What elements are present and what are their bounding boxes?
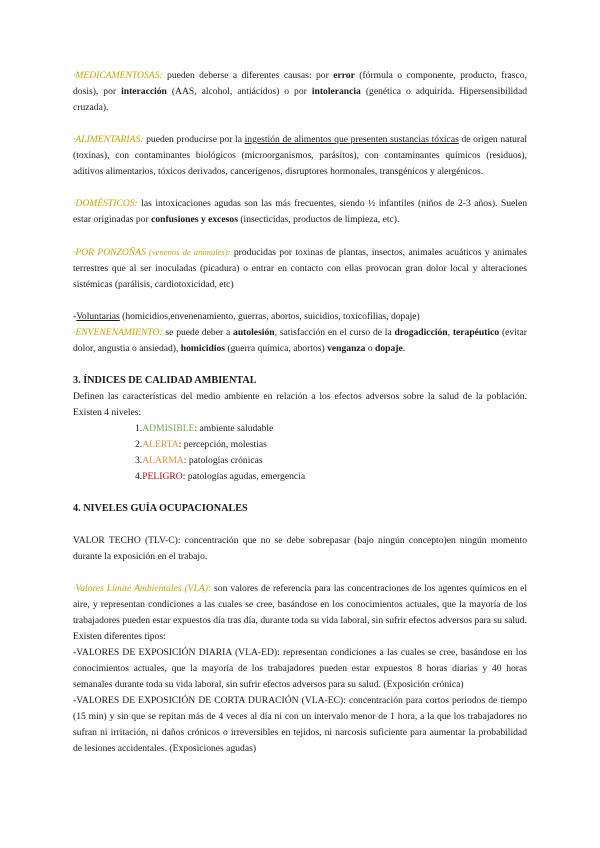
level-number: 2. (135, 439, 143, 450)
section-3-intro: Definen las características del medio ambiente en relación a los efectos adversos sobre la salud de la población. Existen 4 niveles: (73, 391, 527, 418)
bold-term: autolesión (233, 327, 275, 338)
level-description: : patologías agudas, emergencia (182, 471, 306, 482)
text: las intoxicaciones agudas son las más frecuentes, siendo ½ infantiles (niños de 2-3 años). Suelen estar originadas por (73, 198, 527, 225)
text: (guerra química, abortos) (225, 343, 328, 354)
text: , satisfacción en el curso de la (274, 327, 395, 338)
level-number: 3. (135, 455, 143, 466)
bold-term: intolerancia (311, 86, 361, 97)
bold-term: interacción (121, 86, 167, 97)
text: (AAS, alcohol, antiácidos) o por (166, 86, 312, 97)
bold-term: drogadicción (394, 327, 448, 338)
paragraph-alimentarias (73, 132, 527, 180)
text: son valores de referencia para las concentraciones de los agentes químicos en el aire, y representan condiciones a las cuales se cree, basándose en los conocimientos actuales, que la mayoría de los trabajadores pueden estar expuestos día tras día, durante toda su vida laboral, sin sufrir efectos adversos para su salud. Existen diferentes tipos: (73, 583, 527, 642)
document-page (73, 68, 527, 757)
level-name: ALARMA (142, 455, 184, 466)
text: de origen natural (toxinas), con contaminantes biológicos (microorganismos, parásitos), con contaminantes químicos (residuos), aditivos alimentarios, tóxicos derivados, cancerígenos, disruptores hormonales, transgénicos y alergénicos. (73, 134, 527, 177)
paragraph-valor-techo: VALOR TECHO (TLV-C): concentración que no se debe sobrepasar (bajo ningún concepto)en ningún momento durante la exposición en el trabajo. (73, 535, 527, 562)
bold-term: dopaje (375, 343, 403, 354)
level-description: : patologías crónicas (183, 455, 263, 466)
level-number: 4. (135, 471, 143, 482)
text: , (447, 327, 453, 338)
label-domesticos: ·DOMÉSTICOS: (73, 198, 138, 209)
label-ponzonas: ·POR PONZOÑAS (73, 247, 146, 258)
text: se puede deber a (162, 327, 234, 338)
label-medicamentosas: ·MEDICAMENTOSAS: (73, 70, 163, 81)
level-item-alerta (135, 437, 527, 453)
paragraph-envenenamiento (73, 325, 527, 357)
level-name: PELIGRO (142, 471, 183, 482)
paragraph-medicamentosas (73, 68, 527, 116)
label-vla: ·Valores Límite Ambientales (VLA): (73, 583, 212, 594)
underlined-text: ingestión de alimentos que presenten sustancias tóxicas (244, 134, 459, 145)
text: (evitar dolor, angustia o ansiedad), (73, 327, 528, 354)
bold-term: venganza (327, 343, 366, 354)
text: (genética o adquirida. Hipersensibilidad cruzada). (73, 86, 527, 113)
section-3-heading: 3. ÍNDICES DE CALIDAD AMBIENTAL (73, 375, 257, 386)
level-item-alarma (135, 453, 527, 469)
paragraph-vla-ec: -VALORES DE EXPOSICIÓN DE CORTA DURACIÓN (VLA-EC): concentración para cortos periodos de tiempo (15 min) y sin que se repitan más de 4 veces al día ni con un intervalo menor de 1 hora, a la que los trabajadores no sufran ni irritación, ni daños crónicos o irreversibles en tejidos, ni narcosis suficiente para aumentar la probabilidad de lesiones accidentales. (Exposiciones agudas) (73, 695, 527, 754)
levels-list (73, 421, 527, 485)
label-alimentarias: ·ALIMENTARIAS: (73, 134, 144, 145)
text: (homicidios,envenenamiento, guerras, abortos, suicidios, toxicofilias, dopaje) (119, 311, 420, 322)
label-envenenamiento: ·ENVENENAMIENTO: (73, 327, 163, 338)
text: (insecticidas, productos de limpieza, etc). (237, 214, 400, 225)
text: . (402, 343, 406, 354)
level-item-admisible (135, 421, 527, 437)
level-number: 1. (135, 423, 143, 434)
level-name: ALERTA (142, 439, 179, 450)
paragraph-ponzonas (73, 244, 527, 293)
section-4-heading: 4. NIVELES GUÍA OCUPACIONALES (73, 503, 248, 514)
paragraph-vla (73, 581, 527, 645)
text: pueden deberse a diferentes causas: por (162, 70, 334, 81)
bold-term: homicidios (180, 343, 226, 354)
bold-term: error (333, 70, 355, 81)
bold-term: confusiones y excesos (151, 214, 238, 225)
paragraph-domesticos (73, 196, 527, 228)
level-item-peligro (135, 469, 527, 485)
bold-term: terapéutico (452, 327, 500, 338)
label-voluntarias: Voluntarias (76, 311, 120, 322)
text: o (365, 343, 376, 354)
text: pueden producirse por la (143, 134, 245, 145)
paragraph-vla-ed: -VALORES DE EXPOSICIÓN DIARIA (VLA-ED): representan condiciones a las cuales se cree, basándose en los conocimientos actuales, que la mayoría de los trabajadores pueden estar expuestos 8 horas diarias y 40 horas semanales durante toda su vida laboral, sin sufrir efectos adversos para su salud. (Exposición crónica) (73, 647, 527, 690)
text: producidas por toxinas de plantas, insectos, animales acuáticos y animales terrestres que al ser inoculadas (picadura) o entrar en contacto con ellas provocan gran dolor local y alteraciones sistémicas (parálisis, cardiotoxicidad, etc) (73, 247, 528, 290)
text: (fórmula o componente, producto, frasco, dosis), por (73, 70, 527, 97)
level-description: : ambiente saludable (194, 423, 274, 434)
level-description: : percepción, molestias (178, 439, 267, 450)
paragraph-voluntarias (73, 309, 527, 325)
sublabel-ponzonas: (venenos de animales): (145, 247, 231, 257)
level-name: ADMISIBLE (142, 423, 195, 434)
dash: - (73, 311, 77, 322)
